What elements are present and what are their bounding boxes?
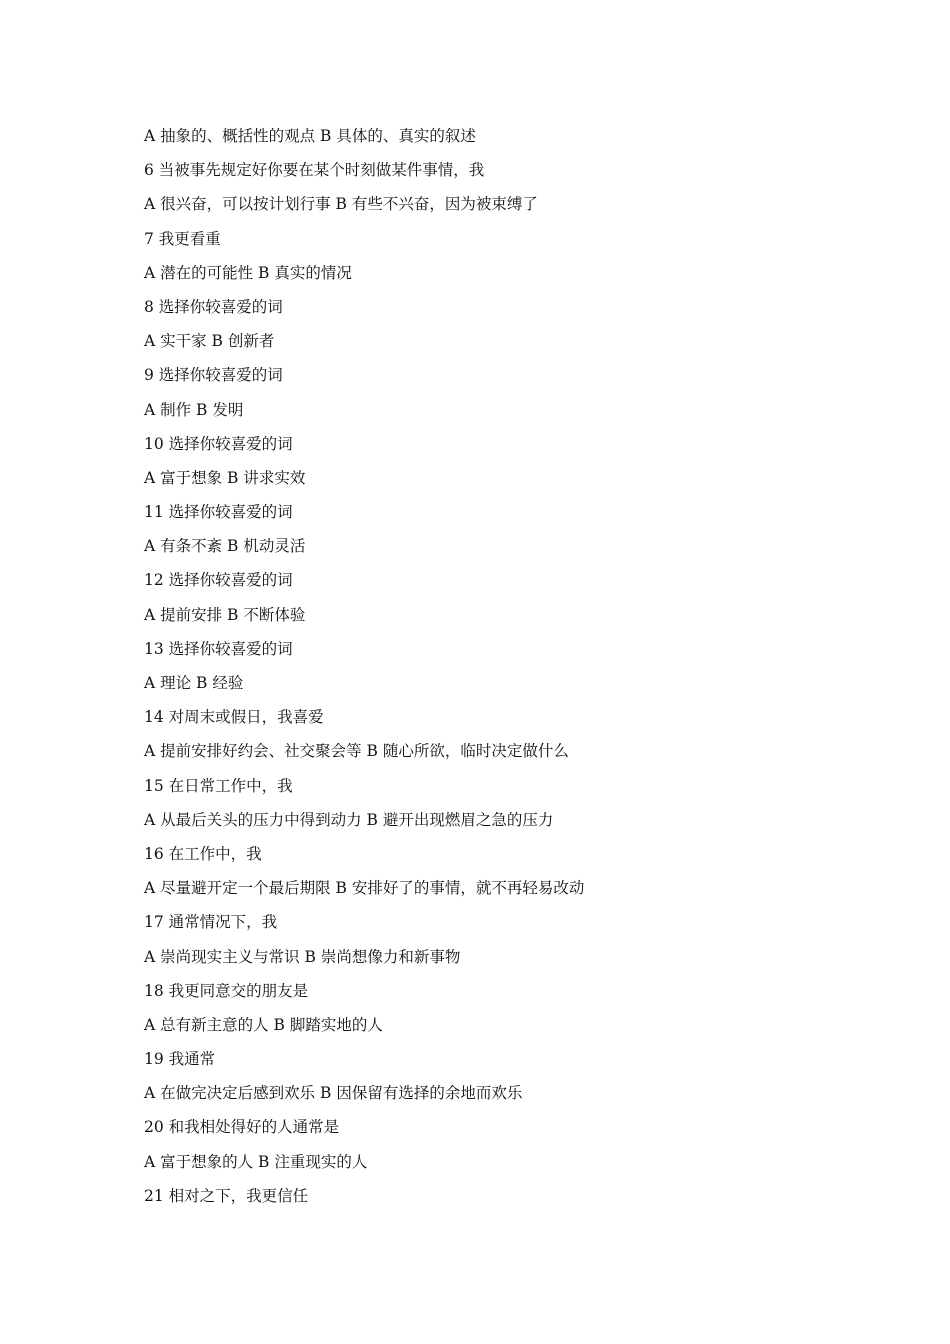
text-line: A 抽象的、概括性的观点 B 具体的、真实的叙述 (144, 127, 476, 145)
question-line: 17 通常情况下，我 (144, 913, 278, 932)
question-line: 21 相对之下，我更信任 (144, 1186, 309, 1205)
options-line: A 尽量避开定一个最后期限 B 安排好了的事情，就不再轻易改动 (144, 879, 585, 898)
options-line: A 崇尚现实主义与常识 B 崇尚想像力和新事物 (144, 947, 461, 966)
question-line: 20 和我相处得好的人通常是 (144, 1118, 340, 1137)
options-line: A 在做完决定后感到欢乐 B 因保留有选择的余地而欢乐 (144, 1084, 523, 1103)
options-line: A 富于想象的人 B 注重现实的人 (144, 1152, 368, 1171)
options-line: A 提前安排好约会、社交聚会等 B 随心所欲，临时决定做什么 (144, 742, 569, 761)
question-line: 14 对周末或假日，我喜爱 (144, 708, 324, 727)
question-line: 6 当被事先规定好你要在某个时刻做某件事情，我 (144, 161, 485, 180)
options-line: A 有条不紊 B 机动灵活 (144, 537, 306, 556)
question-line: 16 在工作中，我 (144, 844, 262, 863)
question-line: 13 选择你较喜爱的词 (144, 639, 293, 658)
question-line: 19 我通常 (144, 1050, 216, 1069)
question-line: 11 选择你较喜爱的词 (144, 503, 293, 522)
options-line: A 富于想象 B 讲求实效 (144, 468, 306, 487)
options-line: A 总有新主意的人 B 脚踏实地的人 (144, 1015, 383, 1034)
question-line: 9 选择你较喜爱的词 (144, 366, 283, 385)
options-line: A 实干家 B 创新者 (144, 332, 275, 351)
options-line: A 潜在的可能性 B 真实的情况 (144, 263, 352, 282)
options-line: A 从最后关头的压力中得到动力 B 避开出现燃眉之急的压力 (144, 810, 554, 829)
question-line: 18 我更同意交的朋友是 (144, 981, 309, 1000)
options-line: A 理论 B 经验 (144, 674, 244, 692)
question-line: 7 我更看重 (144, 229, 221, 248)
question-line: 8 选择你较喜爱的词 (144, 297, 283, 316)
questionnaire-text (144, 125, 824, 1219)
options-line: A 提前安排 B 不断体验 (144, 605, 306, 624)
options-line: A 很兴奋，可以按计划行事 B 有些不兴奋，因为被束缚了 (144, 195, 538, 214)
question-line: 10 选择你较喜爱的词 (144, 434, 293, 453)
question-line: 12 选择你较喜爱的词 (144, 571, 293, 590)
options-line: A 制作 B 发明 (144, 400, 244, 419)
question-line: 15 在日常工作中，我 (144, 776, 293, 795)
